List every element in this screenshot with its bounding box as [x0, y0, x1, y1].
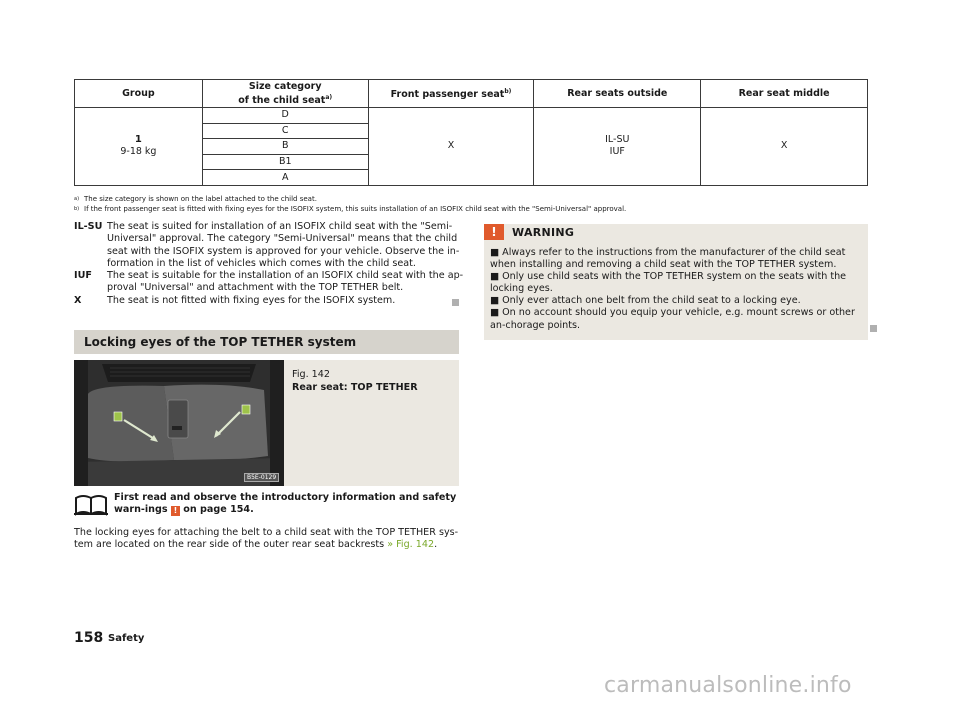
header-size-category — [202, 80, 368, 108]
page-section-name: Safety — [108, 633, 145, 644]
definition-ilsu — [74, 221, 464, 270]
cell-size-b: B — [202, 139, 368, 155]
cell-size-a: A — [202, 170, 368, 186]
footnote-ref-b: b) — [504, 88, 512, 96]
list-item: ■ Only ever attach one belt from the child seat to a locking eye. — [490, 295, 801, 307]
group-weight: 9-18 kg — [120, 146, 157, 158]
definition-text: The seat is suited for installation of an ISOFIX child seat with the "Semi-Universal" approval. The category "Semi-Universal" means that the child seat with the ISOFIX system is approved for your vehicle. Observe the in-formation in the list of vehicles which comes with the child seat. — [107, 221, 460, 269]
cell-outside-value — [534, 108, 701, 186]
footnote-mark-a: a) — [74, 196, 80, 202]
cell-size-b1: B1 — [202, 154, 368, 170]
warning-item-text: Only use child seats with the TOP TETHER system on the seats with the locking eyes. — [490, 271, 847, 295]
definition-x — [74, 295, 464, 307]
header-rear-middle: Rear seat middle — [701, 80, 868, 108]
definition-term: IL-SU — [74, 221, 103, 232]
cell-group — [75, 108, 203, 186]
footnote-text-b: If the front passenger seat is fitted with fixing eyes for the ISOFIX system, this suits installation of an ISOFIX child seat with the "Semi-Universal" approval. — [84, 205, 627, 213]
warning-title: WARNING — [512, 225, 575, 239]
cell-size-c: C — [202, 123, 368, 139]
watermark: carmanualsonline.info — [604, 673, 852, 698]
cell-middle-value: X — [701, 108, 868, 186]
open-book-icon — [74, 492, 108, 516]
table-footnotes — [74, 194, 874, 214]
warning-item-text: Always refer to the instructions from the manufacturer of the child seat when installing and removing a child seat with the TOP TETHER system. — [490, 247, 846, 271]
table-header-row — [75, 80, 868, 108]
header-front-label: Front passenger seat — [390, 89, 505, 101]
footnote-ref-a: a) — [325, 93, 333, 101]
footnote-a — [74, 194, 874, 204]
list-item: ■ Always refer to the instructions from the manufacturer of the child seat when installing and removing a child seat with the TOP TETHER system. — [490, 247, 846, 271]
figure-title: Rear seat: TOP TETHER — [292, 381, 418, 393]
warning-header — [484, 224, 574, 240]
header-rear-outside: Rear seats outside — [534, 80, 701, 108]
read-first-part1: First read and observe the introductory information and safety warn-ings — [114, 492, 457, 516]
figure-code: B5E-0129 — [244, 473, 279, 482]
rear-seat-illustration — [74, 360, 284, 486]
figure-number: Fig. 142 — [292, 369, 330, 380]
figure-cross-reference[interactable]: » Fig. 142 — [387, 539, 435, 551]
warning-box — [484, 224, 868, 340]
figure-142 — [74, 360, 459, 486]
end-of-section-mark — [452, 299, 459, 306]
page-number: 158 — [74, 630, 104, 646]
definition-term: IUF — [74, 270, 92, 282]
group-number: 1 — [134, 134, 142, 146]
footnote-mark-b: b) — [74, 206, 80, 212]
figure-caption — [292, 369, 418, 394]
warning-item-text: Only ever attach one belt from the child seat to a locking eye. — [502, 295, 801, 307]
rear-seat-photo — [74, 360, 284, 486]
footnote-b — [74, 204, 874, 214]
warning-item-text: On no account should you equip your vehicle, e.g. mount screws or other an-chorage points. — [490, 307, 855, 331]
cell-size-d: D — [202, 108, 368, 124]
body-paragraph — [74, 527, 464, 552]
warning-list — [490, 247, 865, 332]
cell-front-value: X — [368, 108, 534, 186]
definition-text: The seat is not fitted with fixing eyes for the ISOFIX system. — [107, 294, 396, 306]
legend-definitions — [74, 221, 464, 307]
read-first-text — [114, 492, 464, 517]
body-text-end: . — [434, 539, 438, 551]
definition-text: The seat is suitable for the installation of an ISOFIX child seat with the ap-proval "Universal" and attachment with the TOP TETHER belt. — [107, 270, 464, 294]
read-first-part2: on page 154. — [183, 504, 254, 516]
definition-term: X — [74, 294, 82, 306]
warning-inline-icon: ! — [171, 506, 180, 516]
header-group: Group — [75, 80, 203, 108]
outside-value-ilsu: IL-SU — [605, 134, 630, 146]
table-row — [75, 108, 868, 124]
header-size-line1: Size category — [248, 80, 322, 92]
exclamation-icon: ! — [484, 224, 504, 240]
section-heading: Locking eyes of the TOP TETHER system — [74, 330, 459, 354]
list-item: ■ On no account should you equip your vehicle, e.g. mount screws or other an-chorage points. — [490, 307, 855, 331]
isofix-table — [74, 79, 868, 186]
end-of-section-mark — [870, 325, 877, 332]
header-size-line2: of the child seat — [238, 95, 326, 107]
list-item: ■ Only use child seats with the TOP TETHER system on the seats with the locking eyes. — [490, 271, 847, 295]
definition-iuf — [74, 270, 464, 295]
body-text: The locking eyes for attaching the belt to a child seat with the TOP TETHER sys-tem are located on the rear side of the outer rear seat backrests — [74, 527, 459, 551]
header-front-passenger — [368, 80, 534, 108]
outside-value-iuf: IUF — [609, 146, 625, 158]
footnote-text-a: The size category is shown on the label attached to the child seat. — [84, 195, 317, 203]
